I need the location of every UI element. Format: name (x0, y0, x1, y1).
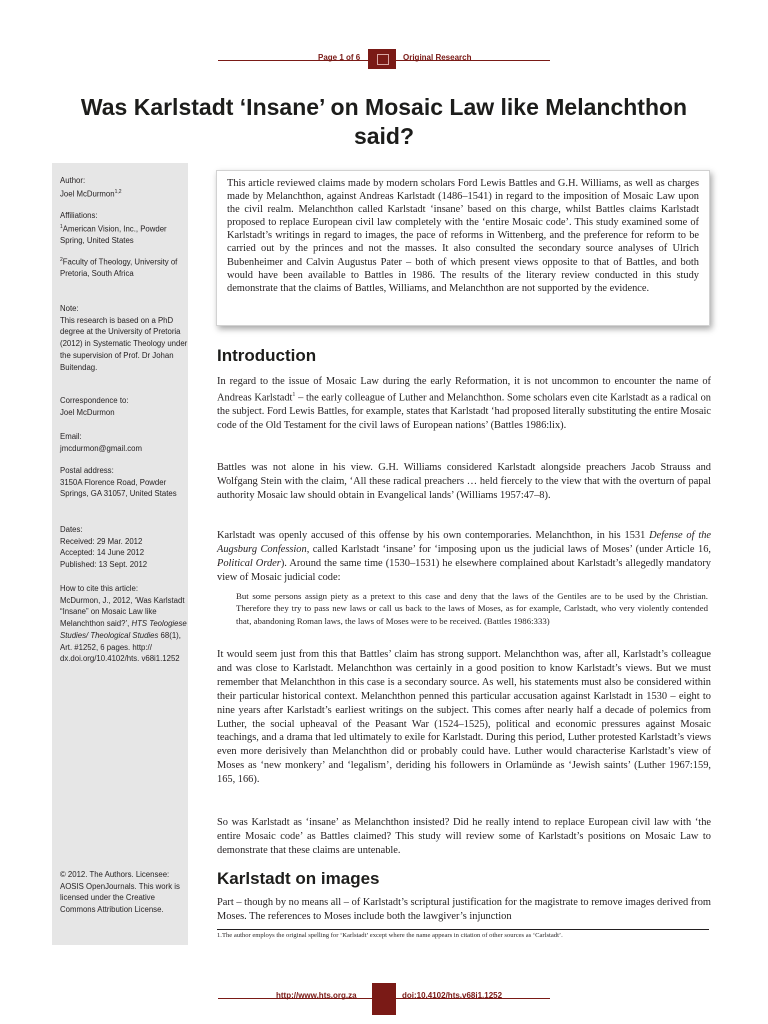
note-block (60, 303, 188, 373)
affiliation-1-mark: 1 (60, 223, 63, 230)
author-label: Author: (60, 176, 86, 185)
article-type: Original Research (403, 53, 472, 62)
correspondence-label: Correspondence to: (60, 396, 129, 405)
block-quote: But some persons assign piety as a pretext to this case and deny that the laws of the Gentiles are to be used by the Christian. Therefore they try to pass new laws or call us back to the laws of Moses, as for example, Carlstadt, who very violently contended that, abandoning Roman laws, the laws of Moses were to be received. (Battles 1986:333) (236, 591, 708, 626)
abstract-text: This article reviewed claims made by modern scholars Ford Lewis Battles and G.H. Williams, as well as charges made by Melanchthon, against Andreas Karlstadt (1486–1541) in regard to the imposition of Mosaic Law upon the civil realm. Melanchthon called Karlstadt ‘insane’ based on this charge, whilst Battles claims Karlstadt proposed to replace European civil law completely with the ‘entire Mosaic code’. This study examined some of Karlstadt’s writings in regard to images, the pace of reforms in Wittenberg, and the preference for reform to be carried out by the princes and not the masses. It also consulted the secondary source analyses of Ulrich Bubenheimer and Calvin Augustus Pater – both of which present views opposite to that of Battles, and both would have been available to Battles in 1986. The results of the literary review conducted in this study demonstrate that the claims of Battles, Williams, and Melanchthon are not supported by the evidence. (227, 178, 699, 294)
email-address[interactable]: jmcdurmon@gmail.com (60, 443, 143, 453)
paragraph-5: So was Karlstadt as ‘insane’ as Melanchthon insisted? Did he really intend to replace European civil law with ‘the entire Mosaic code’ as Battles claimed? This study will review some of Karlstadt’s positions on Mosaic Law to demonstrate that these claims are untenable. (217, 817, 711, 856)
paragraph-3-italic-title: Defense of the Augsburg Confession (217, 530, 712, 555)
paragraph-3-text-cont: , called Karlstadt ‘insane’ for ‘imposing upon us the judicial laws of Moses’ (under Article 16, (306, 543, 711, 555)
author-affiliation-marks: 1,2 (114, 188, 122, 195)
article-info-sidebar (52, 163, 188, 945)
paragraph-1-text: In regard to the issue of Mosaic Law during the early Reformation, it is not uncommon to encounter the name of Andreas Karlstadt (217, 376, 711, 404)
paragraph-1-text-cont: – the early colleague of Luther and Melanchthon. Some scholars even cite Karlstadt as a radical on the subject. Ford Lewis Battles, for example, states that Karlstadt ‘had proposed literally substituting the entire Mosaic code of the Old Testament for the civil laws of European nations’ (Battles 1986:lix). (217, 392, 711, 432)
journal-url[interactable]: http://www.hts.org.za (276, 991, 357, 1000)
citation-details[interactable]: 68(1), Art. #1252, 6 pages. http:// dx.doi.org/10.4102/hts. v68i1.1252 (60, 630, 181, 664)
affiliation-2: Faculty of Theology, University of Pretoria, South Africa (60, 257, 178, 279)
affiliations-block (60, 210, 188, 247)
correspondence-block (60, 395, 188, 418)
postal-label: Postal address: (60, 466, 114, 475)
footnote-ref-1: 1 (292, 391, 296, 398)
citation-journal: HTS Teologiese Studies/ Theological Studies (60, 619, 187, 640)
citation-text: McDurmon, J., 2012, ‘Was Karlstadt “Insane” on Mosaic Law like Melanchthon said?’, (60, 595, 185, 629)
journal-logo (368, 49, 396, 69)
paragraph-6: Part – though by no means all – of Karlstadt’s scriptural justification for the magistrate to remove images derived from Moses. The references to Moses include both the lawgiver’s injunction (217, 897, 711, 922)
citation-block (60, 583, 188, 665)
copyright-block (60, 869, 188, 916)
dates-block (60, 524, 188, 571)
dates-label: Dates: (60, 525, 83, 534)
date-accepted: Accepted: 14 June 2012 (60, 548, 145, 558)
paragraph-3-text-end: ). Around the same time (1530–1531) he elsewhere complained about Karlstadt’s allegedly mandatory view of Mosaic judicial code: (217, 557, 711, 583)
author-name: Joel McDurmon (60, 189, 115, 199)
paragraph-1 (217, 375, 711, 433)
footnote: 1.The author employs the original spelling for ‘Karlstadt’ except where the name appears in citation of other sources as ‘Carlstadt’. (217, 932, 563, 939)
postal-address: 3150A Florence Road, Powder Springs, GA 31057, United States (60, 477, 177, 499)
citation-label: How to cite this article: (60, 584, 138, 593)
affiliations-label: Affiliations: (60, 211, 98, 220)
images-heading: Karlstadt on images (217, 869, 380, 888)
abstract-box (216, 170, 710, 326)
email-label: Email: (60, 432, 82, 441)
introduction-heading: Introduction (217, 346, 317, 365)
correspondence-name: Joel McDurmon (60, 407, 115, 417)
paragraph-3-italic-article: Political Order (217, 557, 281, 569)
footer-mark (372, 983, 396, 1015)
paragraph-3 (217, 529, 711, 585)
article-doi[interactable]: doi:10.4102/hts.v68i1.1252 (402, 991, 503, 1000)
date-published: Published: 13 Sept. 2012 (60, 560, 148, 570)
note-text: This research is based on a PhD degree at the University of Pretoria (2012) in Systematic Theology under the supervision of Prof. Dr Johan Buitendag. (60, 315, 188, 372)
paragraph-3-text: Karlstadt was openly accused of this offense by his own contemporaries. Melanchthon, in his 1531 (217, 530, 650, 541)
affiliation-2-block (60, 255, 188, 280)
date-received: Received: 29 Mar. 2012 (60, 536, 143, 546)
postal-block (60, 465, 188, 500)
paragraph-4: It would seem just from this that Battles’ claim has strong support. Melanchthon was, after all, Karlstadt’s colleague and was close to Karlstadt. Melanchthon was certainly in a good position to know Karlstadt’s views. But we must remember that Melanchthon in this case is a secondary source. As well, his statements must also be considered within their particular historical context. Melanchthon penned this particular accusation against Karlstadt in 1530 – eight to nine years after Karlstadt’s earliest writings on the subject. This comes after nearly half a decade of polemics from Luther, the social upheaval of the Peasant War (1524–1525), political and economic pressures against Mosaic teachings, and a drama that led ultimately to exile for Karlstadt. During this period, Luther protested Karlstadt’s views even more derisively than Melanchthon did or probably could have. Luther would characterise Karlstadt’s view of Moses as ‘new monkery’ and ‘legalism’, deriding his followers in Orlamünde as ‘Jewish saints’ (Luther 1967:159, 165, 166). (217, 649, 711, 786)
affiliation-1: American Vision, Inc., Powder Spring, United States (60, 224, 167, 245)
affiliation-2-mark: 2 (60, 257, 63, 263)
email-block (60, 431, 188, 454)
copyright-text: © 2012. The Authors. Licensee: AOSIS OpenJournals. This work is licensed under the Creative Commons Attribution License. (60, 870, 180, 915)
article-title: Was Karlstadt ‘Insane’ on Mosaic Law like Melanchthon said? (80, 94, 688, 149)
author-block (60, 175, 188, 200)
paragraph-2: Battles was not alone in his view. G.H. Williams considered Karlstadt alongside preachers Jacob Strauss and Wolfgang Stein with the claim, ‘All these radical preachers … held fiercely to the view that with the overturn of papal authority Mosaic law should obtain in Evangelical lands’ (Williams 1957:47–8). (217, 462, 711, 501)
footnote-rule (217, 929, 709, 930)
note-label: Note: (60, 304, 79, 313)
page-number: Page 1 of 6 (318, 53, 361, 62)
